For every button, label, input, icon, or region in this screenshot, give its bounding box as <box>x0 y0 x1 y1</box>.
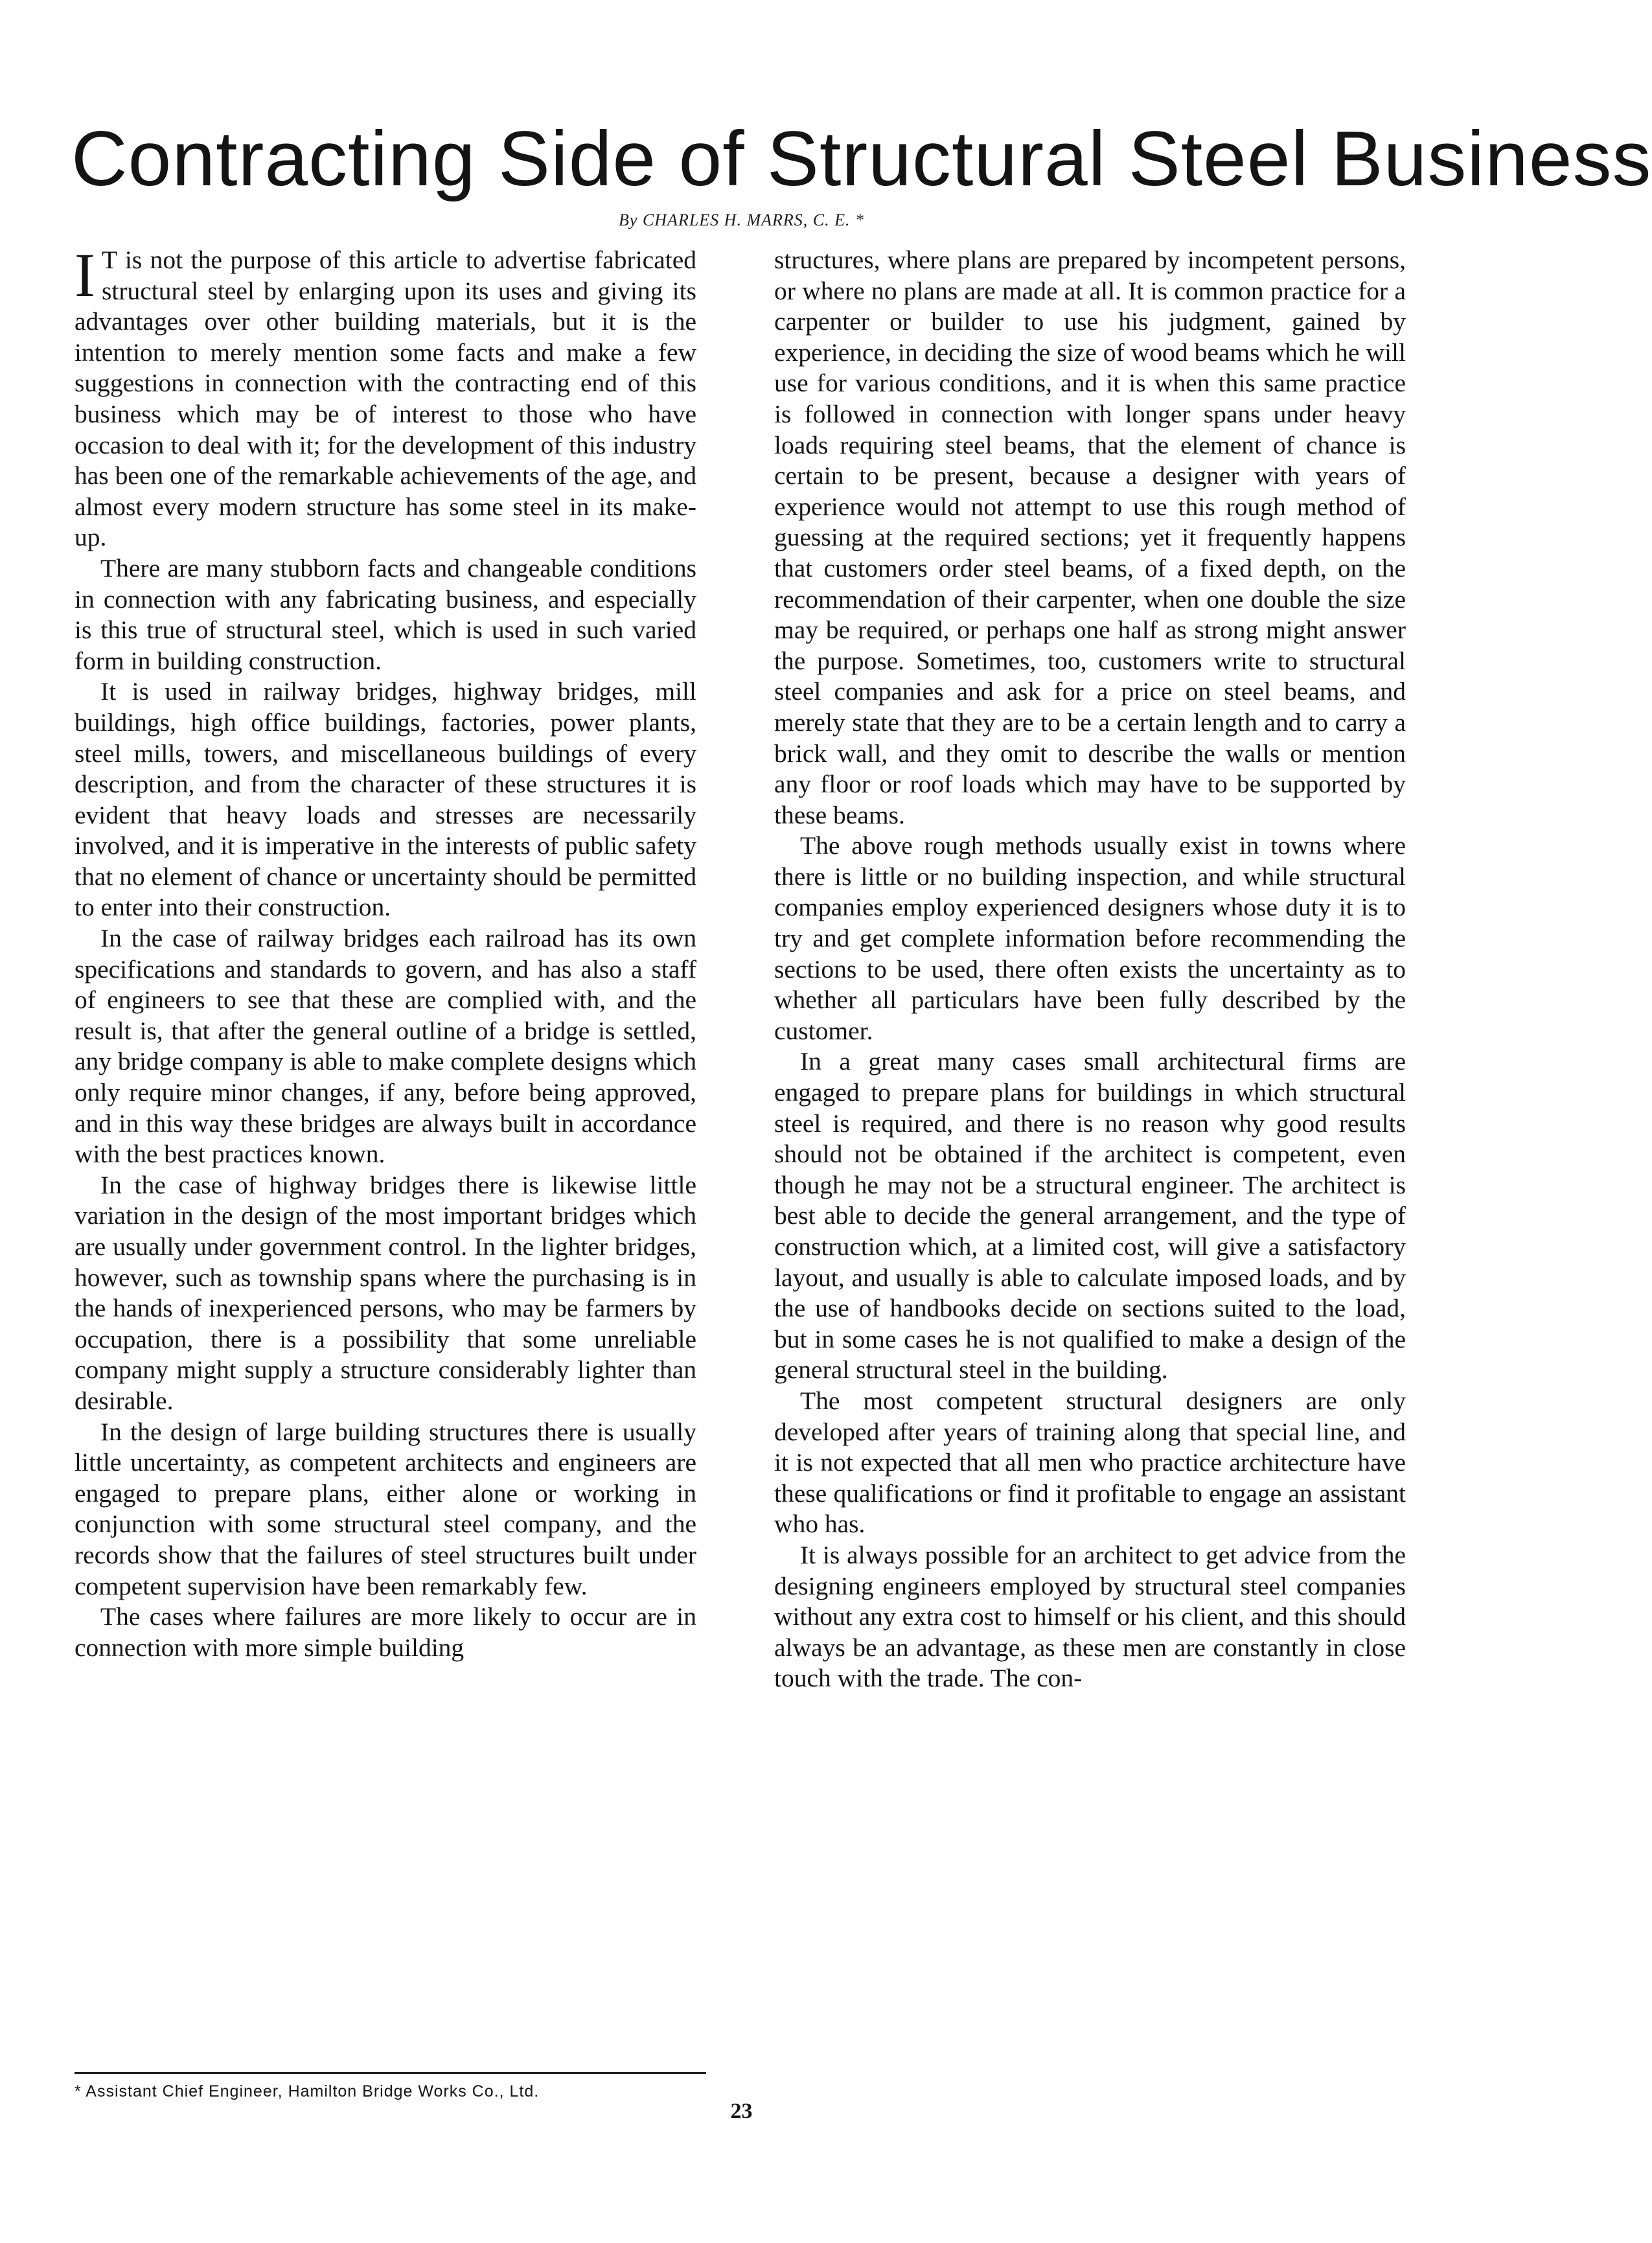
paragraph-9: In a great many cases small architectural firms are engaged to prepare plans for buildings in which structural steel is required, and there is no reason why good results should not be obtained if the architect is competent, even though he may not be a structural engineer. The architect is best able to decide the general arrangement, and the type of construction which, at a limited cost, will give a satisfactory layout, and usually is able to calculate imposed loads, and by the use of handbooks decide on sections suited to the load, but in some cases he is not qualified to make a design of the general structural steel in the building. <box>774 1047 1406 1385</box>
article-title: Contracting Side of Structural Steel Business <box>71 115 1652 202</box>
page-number: 23 <box>730 2099 753 2123</box>
paragraph-7: The cases where failures are more likely to occur are in connection with more simple building <box>75 1602 696 1662</box>
author-footnote: * Assistant Chief Engineer, Hamilton Bridge Works Co., Ltd. <box>75 2082 540 2100</box>
paragraph-7-continued: structures, where plans are prepared by incompetent persons, or where no plans are made at all. It is common practice for a carpenter or builder to use his judgment, gained by experience, in deciding the size of wood beams which he will use for various conditions, and it is when this same practice is followed in connection with longer spans under heavy loads requiring steel beams, that the element of chance is certain to be present, because a designer with years of experience would not attempt to use this rough method of guessing at the required sections; yet it frequently happens that customers order steel beams, of a fixed depth, on the recommendation of their carpenter, when one double the size may be required, or perhaps one half as strong might answer the purpose. Sometimes, too, customers write to structural steel companies and ask for a price on steel beams, and merely state that they are to be a certain length and to carry a brick wall, and they omit to describe the walls or mention any floor or roof loads which may have to be supported by these beams. <box>774 246 1406 829</box>
paragraph-5: In the case of highway bridges there is likewise little variation in the design of the most important bridges which are usually under government control. In the lighter bridges, however, such as township spans where the purchasing is in the hands of inexperienced persons, who may be farmers by occupation, there is a possibility that some unreliable company might supply a structure considerably lighter than desirable. <box>75 1170 696 1415</box>
paragraph-8: The above rough methods usually exist in towns where there is little or no building inspection, and while structural companies employ experienced designers whose duty it is to try and get complete information before recommending the sections to be used, there often exists the uncertainty as to whether all particulars have been fully described by the customer. <box>774 831 1406 1045</box>
paragraph-11: It is always possible for an architect to get advice from the designing engineers employed by structural steel companies without any extra cost to himself or his client, and this should always be an advantage, as these men are constantly in close touch with the trade. The con- <box>774 1540 1406 1693</box>
left-column <box>75 240 696 1663</box>
paragraph-4: In the case of railway bridges each railroad has its own specifications and standards to govern, and has also a staff of engineers to see that these are complied with, and the result is, that after the general outline of a bridge is settled, any bridge company is able to make complete designs which only require minor changes, if any, before being approved, and in this way these bridges are always built in accordance with the best practices known. <box>75 924 696 1169</box>
paragraph-6: In the design of large building structures there is usually little uncertainty, as competent architects and engineers are engaged to prepare plans, either alone or working in conjunction with some structural steel company, and the records show that the failures of steel structures built under competent supervision have been remarkably few. <box>75 1417 696 1600</box>
drop-cap: I <box>75 240 95 310</box>
paragraph-1-text: T is not the purpose of this article to advertise fabricated structural steel by enlarging upon its uses and giving its advantages over other building materials, but it is the intention to merely mention some facts and make a few suggestions in connection with the contracting end of this business which may be of interest to those who have occasion to deal with it; for the development of this industry has been one of the remarkable achievements of the age, and almost every modern structure has some steel in its make-up. <box>75 246 696 552</box>
author-byline: By CHARLES H. MARRS, C. E. * <box>619 211 864 229</box>
paragraph-1 <box>75 240 696 553</box>
paragraph-10: The most competent structural designers are only developed after years of training along that special line, and it is not expected that all men who practice architecture have these qualifications or find it profitable to engage an assistant who has. <box>774 1386 1406 1539</box>
right-column <box>774 245 1406 1694</box>
paragraph-2: There are many stubborn facts and changeable conditions in connection with any fabricating business, and especially is this true of structural steel, which is used in such varied form in building construction. <box>75 553 696 675</box>
footnote-divider <box>75 2072 706 2074</box>
paragraph-3: It is used in railway bridges, highway bridges, mill buildings, high office buildings, factories, power plants, steel mills, towers, and miscellaneous buildings of every description, and from the character of these structures it is evident that heavy loads and stresses are necessarily involved, and it is imperative in the interests of public safety that no element of chance or uncertainty should be permitted to enter into their construction. <box>75 677 696 922</box>
